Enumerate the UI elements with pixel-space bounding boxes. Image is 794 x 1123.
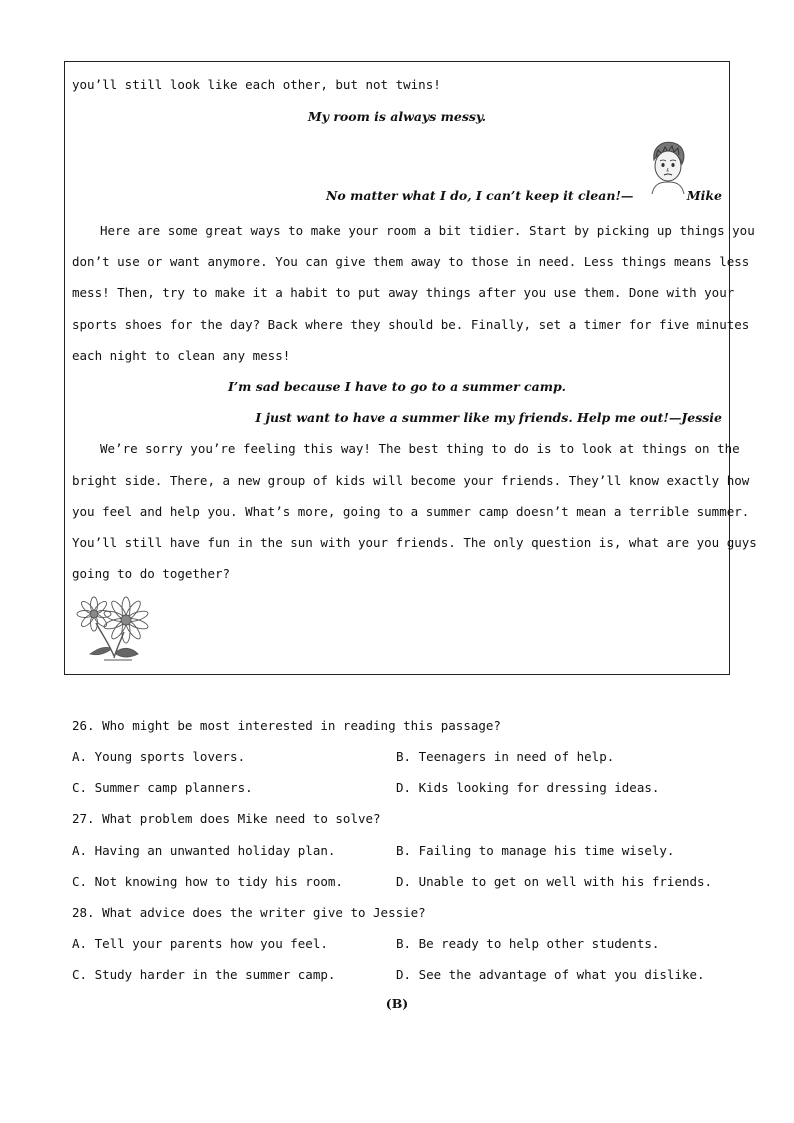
jessie-reply-line: You’ll still have fun in the sun with your friends. The only question is, what are you guys [72, 535, 757, 550]
question-26-option-b: B. Teenagers in need of help. [396, 749, 615, 764]
mike-name: Mike [686, 188, 722, 203]
mike-reply-line: Here are some great ways to make your room a bit tidier. Start by picking up things you [100, 223, 755, 238]
mike-heading: My room is always messy. [307, 109, 487, 124]
mike-reply-line: mess! Then, try to make it a habit to put away things after you use them. Done with your [72, 285, 735, 300]
question-28-option-d: D. See the advantage of what you dislike. [396, 967, 705, 982]
boy-illustration [644, 138, 692, 194]
question-27-stem: 27. What problem does Mike need to solve? [72, 811, 381, 826]
mike-reply-line: don’t use or want anymore. You can give them away to those in need. Less things means less [72, 254, 750, 269]
passage-box [64, 61, 757, 675]
question-26-option-c: C. Summer camp planners. [72, 780, 253, 795]
mike-reply-line: sports shoes for the day? Back where they should be. Finally, set a timer for five minutes [72, 317, 750, 332]
jessie-reply-line: you feel and help you. What’s more, going to a summer camp doesn’t mean a terrible summer. [72, 504, 750, 519]
question-27-option-a: A. Having an unwanted holiday plan. [72, 843, 336, 858]
question-26-option-a: A. Young sports lovers. [72, 749, 246, 764]
question-27-option-b: B. Failing to manage his time wisely. [396, 843, 675, 858]
mike-reply-line: each night to clean any mess! [72, 348, 291, 363]
section-b-label: (B) [385, 996, 409, 1011]
jessie-subheading: I just want to have a summer like my friends. Help me out!—Jessie [255, 410, 722, 425]
question-28-option-a: A. Tell your parents how you feel. [72, 936, 328, 951]
jessie-reply-line: We’re sorry you’re feeling this way! The best thing to do is to look at things on the [100, 441, 740, 456]
jessie-reply-line: going to do together? [72, 566, 231, 581]
question-28-option-c: C. Study harder in the summer camp. [72, 967, 336, 982]
jessie-reply-line: bright side. There, a new group of kids will become your friends. They’ll know exactly how [72, 473, 750, 488]
question-27-option-d: D. Unable to get on well with his friends. [396, 874, 713, 889]
question-28-option-b: B. Be ready to help other students. [396, 936, 660, 951]
question-26-stem: 26. Who might be most interested in reading this passage? [72, 718, 501, 733]
mike-subheading: No matter what I do, I can’t keep it clean!— [326, 188, 634, 203]
question-26-option-d: D. Kids looking for dressing ideas. [396, 780, 660, 795]
flower-illustration [74, 596, 150, 664]
question-27-option-c: C. Not knowing how to tidy his room. [72, 874, 343, 889]
jessie-heading: I’m sad because I have to go to a summer camp. [227, 379, 567, 394]
question-28-stem: 28. What advice does the writer give to Jessie? [72, 905, 426, 920]
passage-intro-line: you’ll still look like each other, but not twins! [72, 77, 441, 92]
